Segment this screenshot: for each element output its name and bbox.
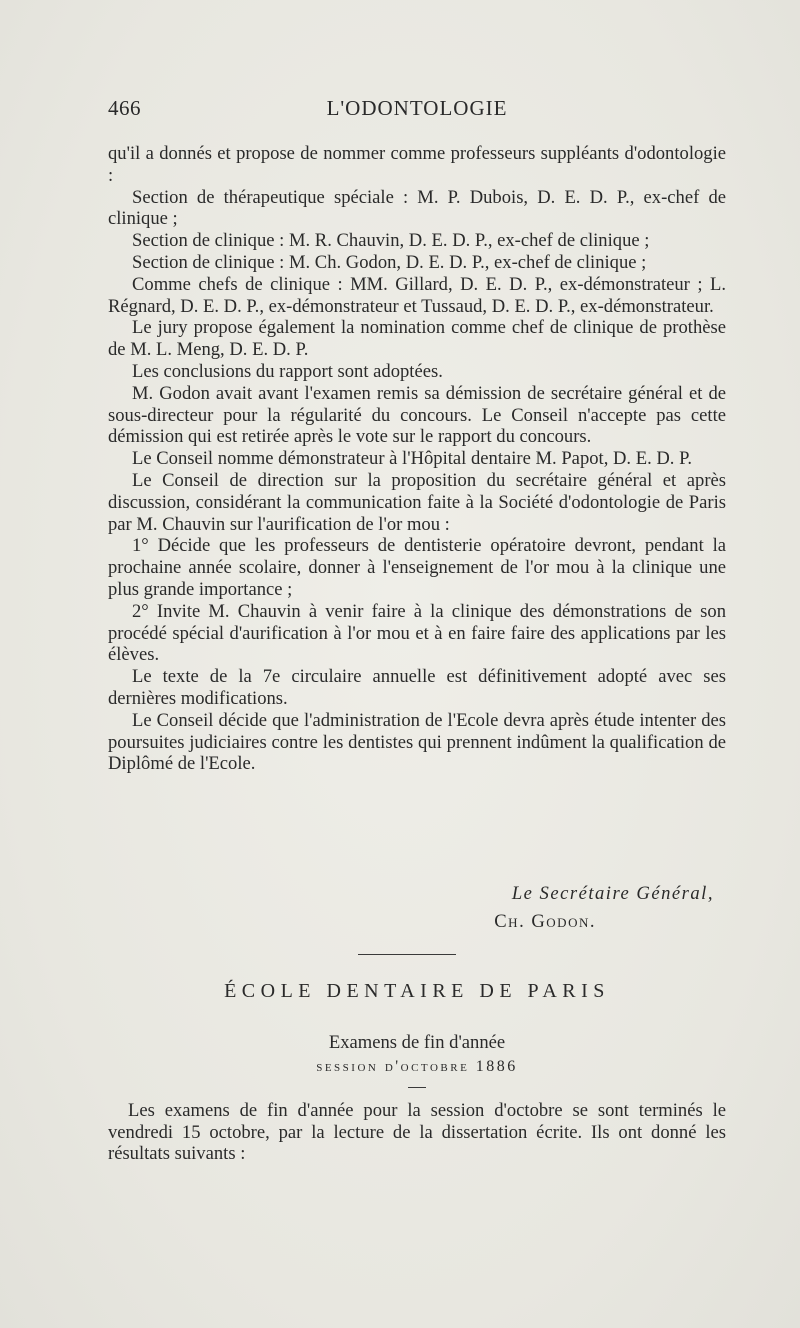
page-header <box>108 96 726 126</box>
signature-title: Le Secrétaire Général, <box>511 883 714 904</box>
short-divider <box>408 1087 426 1088</box>
paragraph-poursuites: Le Conseil décide que l'administration de l'Ecole devra après étude intenter des poursuites judiciaires contre les dentistes qui prennent indûment la qualification de Diplômé de l'Ecole. <box>108 709 726 775</box>
paragraph-jury: Le jury propose également la nomination comme chef de clinique de prothèse de M. L. Meng, D. E. D. P. <box>108 317 726 361</box>
session-line: session d'octobre 1886 <box>316 1058 518 1075</box>
section-heading: ÉCOLE DENTAIRE DE PARIS <box>224 980 610 1002</box>
paragraph-nomination-2: Section de clinique : M. R. Chauvin, D. E. D. P., ex-chef de clinique ; <box>132 230 650 252</box>
paragraph-nomination-1: Section de thérapeutique spéciale : M. P. Dubois, D. E. D. P., ex-chef de clinique ; <box>108 186 726 230</box>
section-subheading: Examens de fin d'année <box>328 1032 506 1053</box>
section-divider <box>358 954 456 955</box>
paragraph-examens: Les examens de fin d'année pour la session d'octobre se sont terminés le vendredi 15 octobre, par la lecture de la dissertation écrite. Ils ont donné les résultats suivants : <box>108 1100 726 1164</box>
signature-name: Ch. Godon. <box>494 911 596 932</box>
paragraph-continuation: qu'il a donnés et propose de nommer comme professeurs suppléants d'odontologie : <box>108 143 726 186</box>
section-text <box>108 1100 726 1165</box>
body-text <box>108 143 726 775</box>
signature-block <box>108 880 722 936</box>
running-title: L'ODONTOLOGIE <box>326 96 508 120</box>
paragraph-conseil-direction: Le Conseil de direction sur la proposition du secrétaire général et après discussion, considérant la communication faite à la Société d'odontologie de Paris par M. Chauvin sur l'aurification de l'or mou : <box>108 469 726 535</box>
paragraph-conclusions: Les conclusions du rapport sont adoptées. <box>132 360 443 382</box>
paragraph-decision-1: 1° Décide que les professeurs de dentisterie opératoire devront, pendant la prochaine année scolaire, donner à l'enseignement de l'or mou à la clinique une plus grande importance ; <box>108 535 726 600</box>
page-number: 466 <box>108 96 141 120</box>
paragraph-nomination-3: Section de clinique : M. Ch. Godon, D. E. D. P., ex-chef de clinique ; <box>132 251 647 273</box>
paragraph-demission: M. Godon avait avant l'examen remis sa démission de secrétaire général et de sous-directeur pour la régularité du concours. Le Conseil n'accepte pas cette démission qui est retirée après le vote sur le rapport du concours. <box>108 382 726 448</box>
paragraph-decision-2: 2° Invite M. Chauvin à venir faire à la clinique des démonstrations de son procédé spécial d'aurification à l'or mou et à en faire faire des applications par les élèves. <box>108 600 726 666</box>
paragraph-chefs-clinique: Comme chefs de clinique : MM. Gillard, D. E. D. P., ex-démonstrateur ; L. Régnard, D. E. D. P., ex-démonstrateur et Tussaud, D. E. D. P., ex-démonstrateur. <box>108 273 726 317</box>
paragraph-demonstrateur: Le Conseil nomme démonstrateur à l'Hôpital dentaire M. Papot, D. E. D. P. <box>132 448 693 470</box>
paragraph-circulaire: Le texte de la 7e circulaire annuelle est définitivement adopté avec ses dernières modifications. <box>108 666 726 709</box>
